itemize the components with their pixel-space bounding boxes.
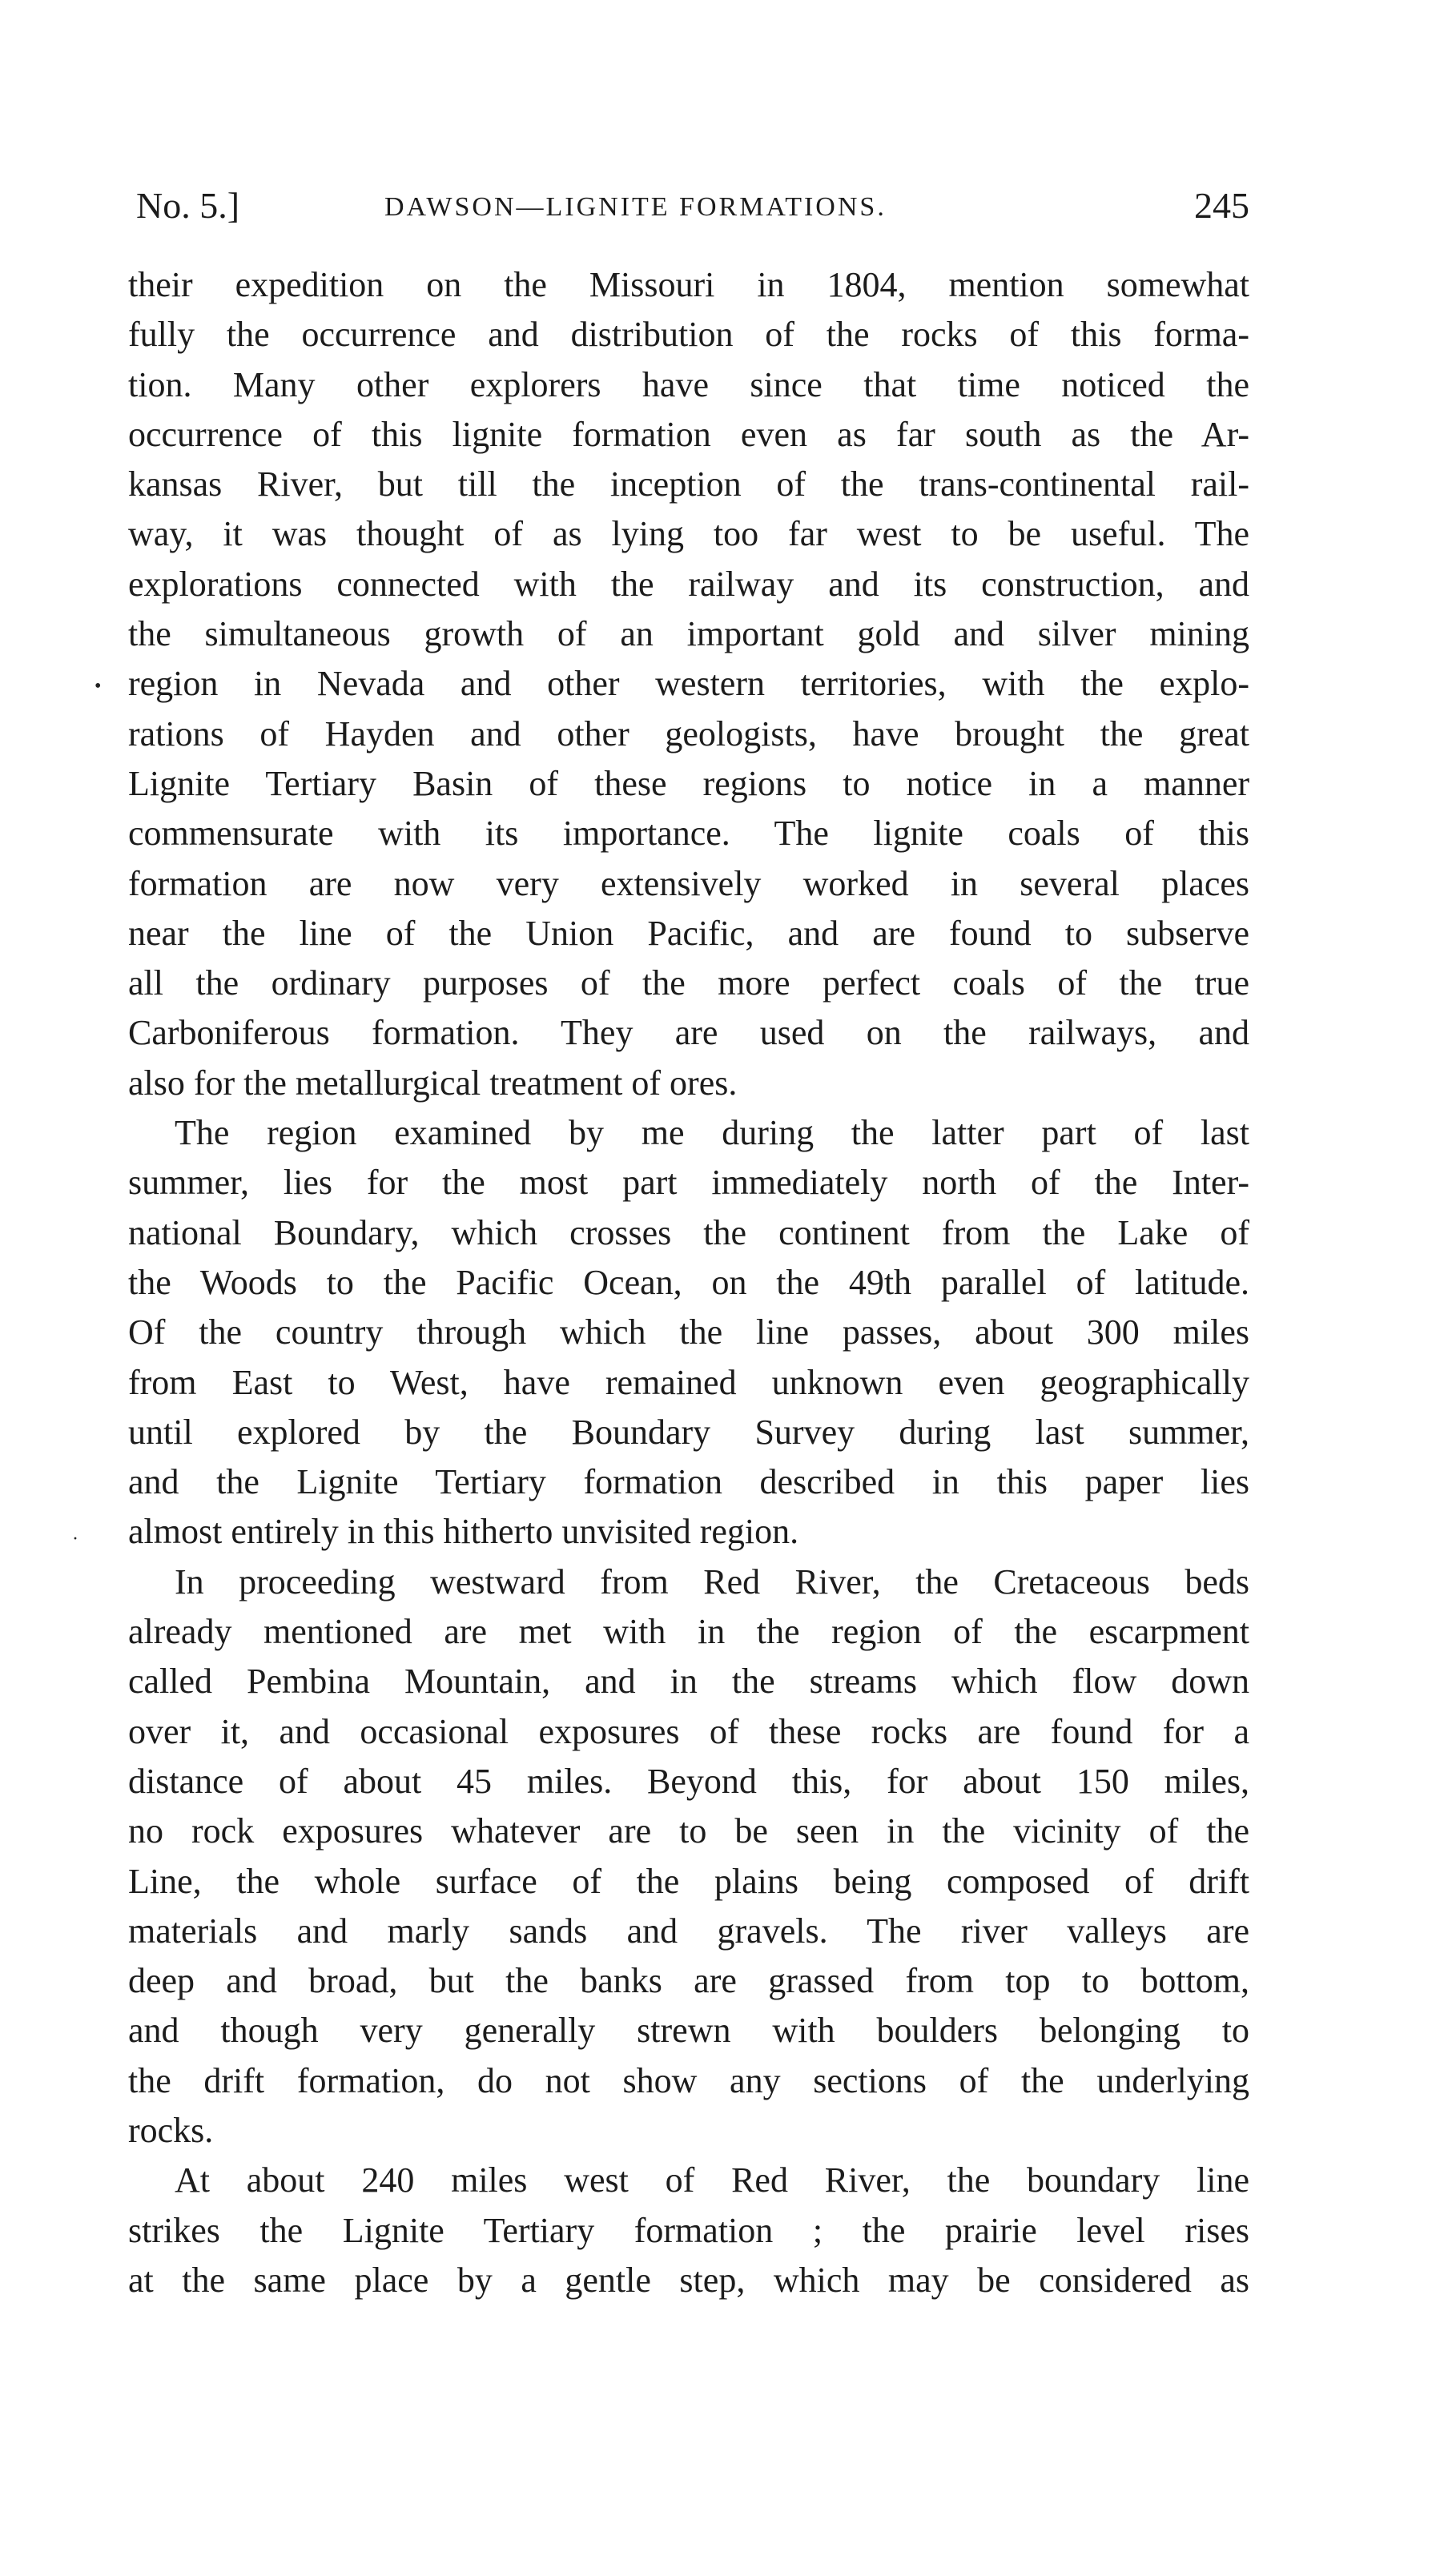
text-line: already mentioned are met with in the region of the escarpment	[128, 1612, 1249, 1652]
text-line: at the same place by a gentle step, which may be considered as	[128, 2260, 1249, 2300]
text-line: distance of about 45 miles. Beyond this, for about 150 miles,	[128, 1761, 1249, 1801]
text-line: from East to West, have remained unknown even geographically	[128, 1362, 1249, 1402]
text-line: near the line of the Union Pacific, and are found to subserve	[128, 913, 1249, 953]
text-line: summer, lies for the most part immediately north of the Inter-	[128, 1163, 1249, 1203]
text-line: the drift formation, do not show any sections of the underlying	[128, 2060, 1249, 2100]
running-header	[136, 178, 1249, 234]
text-line: over it, and occasional exposures of these rocks are found for a	[128, 1711, 1249, 1751]
margin-dot: ·	[72, 1529, 78, 1549]
text-line: the simultaneous growth of an important gold and silver mining	[128, 614, 1249, 654]
text-line: commensurate with its importance. The lignite coals of this	[128, 814, 1249, 854]
text-line: The region examined by me during the latter part of last	[175, 1113, 1249, 1153]
margin-bullet: •	[95, 676, 102, 697]
text-line: rocks.	[128, 2110, 214, 2150]
page-number: 245	[1194, 185, 1249, 226]
text-line: kansas River, but till the inception of the trans-continental rail-	[128, 464, 1249, 504]
text-line: the Woods to the Pacific Ocean, on the 49th parallel of latitude.	[128, 1262, 1249, 1302]
text-line: Carboniferous formation. They are used on the railways, and	[128, 1013, 1249, 1053]
text-line: and though very generally strewn with boulders belonging to	[128, 2011, 1249, 2051]
text-line: Lignite Tertiary Basin of these regions to notice in a manner	[128, 763, 1249, 803]
text-line: way, it was thought of as lying too far west to be useful. The	[128, 514, 1249, 554]
text-line: fully the occurrence and distribution of the rocks of this forma-	[128, 315, 1249, 355]
text-line: rations of Hayden and other geologists, have brought the great	[128, 713, 1249, 754]
issue-number: No. 5.]	[136, 185, 240, 226]
text-line: formation are now very extensively worked in several places	[128, 863, 1249, 903]
text-line: Line, the whole surface of the plains being composed of drift	[128, 1861, 1249, 1901]
text-line: explorations connected with the railway and its construction, and	[128, 564, 1249, 604]
paragraph-1	[128, 260, 1249, 1108]
text-line: region in Nevada and other western territories, with the explo-	[128, 664, 1249, 704]
text-line: Of the country through which the line passes, about 300 miles	[128, 1312, 1249, 1352]
text-line: deep and broad, but the banks are grassed from top to bottom,	[128, 1961, 1249, 2001]
paragraph-2	[128, 1108, 1249, 1557]
body-text	[128, 260, 1249, 2305]
text-line: In proceeding westward from Red River, the Cretaceous beds	[175, 1561, 1249, 1601]
text-line: almost entirely in this hitherto unvisited region.	[128, 1512, 799, 1552]
text-line: until explored by the Boundary Survey during last summer,	[128, 1412, 1249, 1452]
paragraph-3	[128, 1557, 1249, 2156]
running-title: DAWSON—LIGNITE FORMATIONS.	[384, 192, 887, 222]
text-line: and the Lignite Tertiary formation described in this paper lies	[128, 1462, 1249, 1502]
text-line: occurrence of this lignite formation even as far south as the Ar-	[128, 414, 1249, 454]
text-line: materials and marly sands and gravels. The river valleys are	[128, 1911, 1249, 1951]
text-line: also for the metallurgical treatment of ores.	[128, 1063, 738, 1103]
text-line: all the ordinary purposes of the more perfect coals of the true	[128, 963, 1249, 1003]
text-line: called Pembina Mountain, and in the streams which flow down	[128, 1662, 1249, 1702]
text-line: At about 240 miles west of Red River, the boundary line	[175, 2160, 1249, 2200]
paragraph-4	[128, 2156, 1249, 2305]
text-line: national Boundary, which crosses the continent from the Lake of	[128, 1212, 1249, 1252]
text-line: tion. Many other explorers have since that time noticed the	[128, 364, 1249, 404]
text-line: their expedition on the Missouri in 1804, mention somewhat	[128, 265, 1249, 304]
text-line: strikes the Lignite Tertiary formation ; the prairie level rises	[128, 2210, 1249, 2250]
text-line: no rock exposures whatever are to be seen in the vicinity of the	[128, 1811, 1249, 1851]
